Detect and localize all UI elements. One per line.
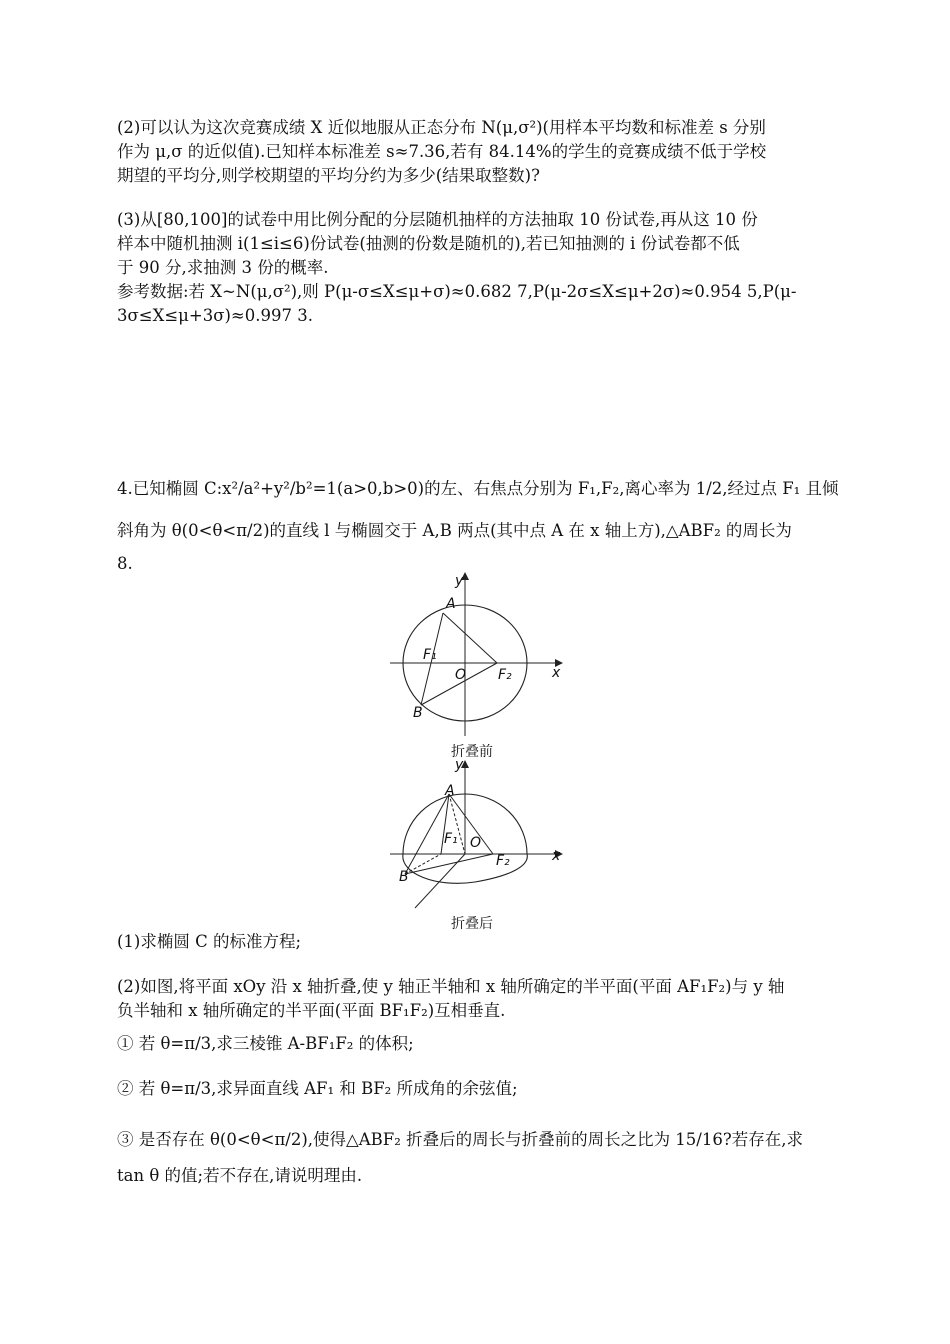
fig2-label-x: x <box>552 848 561 864</box>
q4-sub3-line1: ③ 是否存在 θ(0<θ<π/2),使得△ABF₂ 折叠后的周长与折叠前的周长之比为 15/16?若存在,求 <box>117 1130 803 1149</box>
fig1-label-a: A <box>446 596 456 612</box>
q3-part2-line3: 期望的平均分,则学校期望的平均分约为多少(结果取整数)? <box>117 166 540 185</box>
q4-sub3 <box>117 1122 833 1194</box>
fig1-label-x: x <box>552 665 561 681</box>
q3-reference-line2: 3σ≤X≤μ+3σ)≈0.997 3. <box>117 306 313 325</box>
q3-part2-line2: 作为 μ,σ 的近似值).已知样本标准差 s≈7.36,若有 84.14%的学生的竞赛成绩不低于学校 <box>117 142 767 161</box>
q3-part3 <box>117 208 833 328</box>
fig1-label-b: B <box>413 705 423 721</box>
fig2-label-f1: F₁ <box>444 831 458 847</box>
q4-part1-line: (1)求椭圆 C 的标准方程; <box>117 932 302 951</box>
q4-sub3-line2: tan θ 的值;若不存在,请说明理由. <box>117 1166 363 1185</box>
q4-sub1 <box>117 1032 833 1056</box>
fig2-label-y: y <box>455 757 464 773</box>
q4-part2-line2: 负半轴和 x 轴所确定的半平面(平面 BF₁F₂)互相垂直. <box>117 1001 506 1020</box>
q4-part2-line1: (2)如图,将平面 xOy 沿 x 轴折叠,使 y 轴正半轴和 x 轴所确定的半平面(平面 AF₁F₂)与 y 轴 <box>117 977 785 996</box>
q3-part3-line1: (3)从[80,100]的试卷中用比例分配的分层随机抽样的方法抽取 10 份试卷,再从这 10 份 <box>117 210 758 229</box>
fig2-label-b: B <box>399 869 409 885</box>
fig1-label-o: O <box>455 667 467 683</box>
fig2-caption: 折叠后 <box>451 916 493 932</box>
q3-part2-line1: (2)可以认为这次竞赛成绩 X 近似地服从正态分布 N(μ,σ²)(用样本平均数和标准差 s 分别 <box>117 118 766 137</box>
q4-stem-line3: 8. <box>117 554 133 573</box>
fig2-label-o: O <box>470 835 482 851</box>
q3-part3-line2: 样本中随机抽测 i(1≤i≤6)份试卷(抽测的份数是随机的),若已知抽测的 i 份试卷都不低 <box>117 234 740 253</box>
q3-part2 <box>117 116 833 188</box>
q4-part2 <box>117 975 833 1023</box>
fig2-label-f2: F₂ <box>496 853 510 869</box>
fig1-label-f2: F₂ <box>498 667 512 683</box>
q4-stem-line2: 斜角为 θ(0<θ<π/2)的直线 l 与椭圆交于 A,B 两点(其中点 A 在 x 轴上方),△ABF₂ 的周长为 <box>117 521 792 540</box>
fig1-label-y: y <box>455 573 464 589</box>
figure-before-fold <box>385 570 565 740</box>
q4-sub2 <box>117 1077 833 1101</box>
q4-stem-line1: 4.已知椭圆 C:x²/a²+y²/b²=1(a>0,b>0)的左、右焦点分别为 F₁,F₂,离心率为 1/2,经过点 F₁ 且倾 <box>117 479 839 498</box>
fig1-label-f1: F₁ <box>423 647 437 663</box>
q3-part3-line3: 于 90 分,求抽测 3 份的概率. <box>117 258 329 277</box>
q4-sub1-line: ① 若 θ=π/3,求三棱锥 A-BF₁F₂ 的体积; <box>117 1034 414 1053</box>
q3-reference-line1: 参考数据:若 X~N(μ,σ²),则 P(μ-σ≤X≤μ+σ)≈0.682 7,P(μ-2σ≤X≤μ+2σ)≈0.954 5,P(μ- <box>117 282 797 301</box>
q4-sub2-line: ② 若 θ=π/3,求异面直线 AF₁ 和 BF₂ 所成角的余弦值; <box>117 1079 518 1098</box>
segment-af2 <box>443 613 497 663</box>
q4-part1 <box>117 930 833 954</box>
q4-stem <box>117 468 839 576</box>
fig1-caption: 折叠前 <box>451 744 493 760</box>
fig2-label-a: A <box>445 783 455 799</box>
